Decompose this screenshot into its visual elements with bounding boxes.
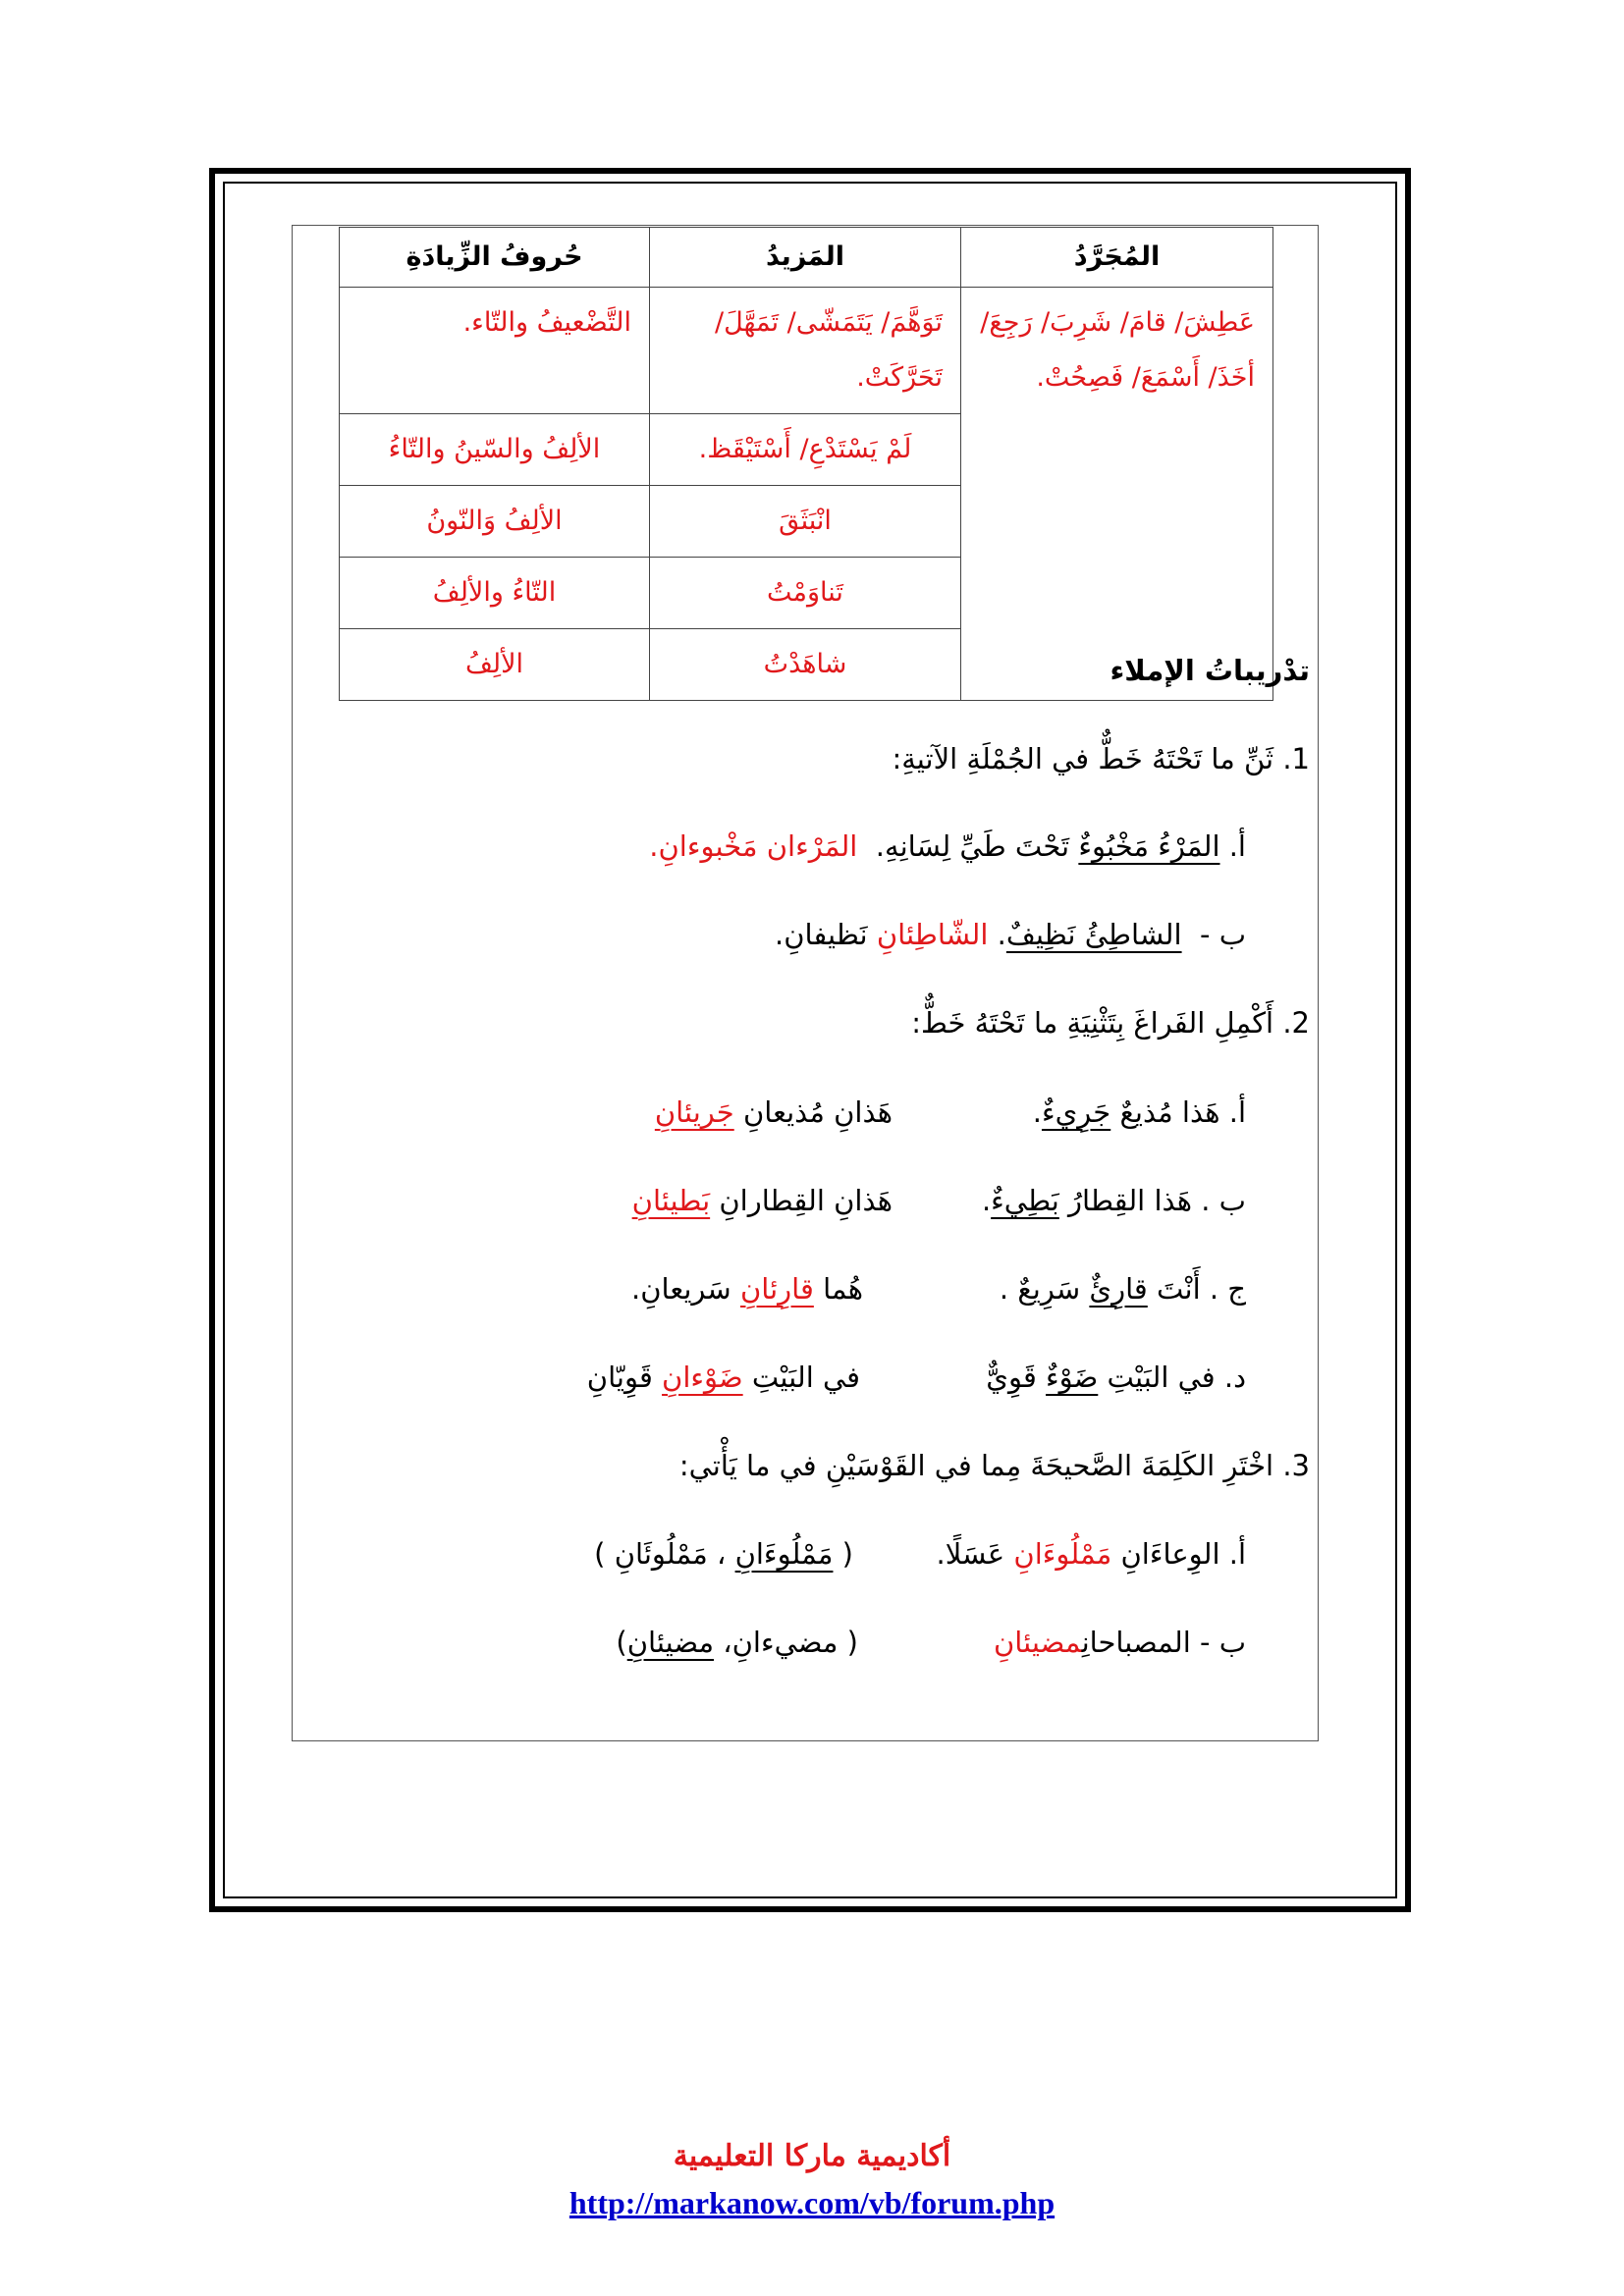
mazid-cell: شاهَدْتُ — [650, 629, 961, 701]
huruf-cell: التّاءُ والألِفُ — [340, 558, 650, 629]
mazid-cell: تَناوَمْتُ — [650, 558, 961, 629]
q2-a-text: هَذانِ مُذيعانِ — [733, 1095, 893, 1129]
q2-q-underlined: قارِئٌ — [1089, 1272, 1148, 1306]
section-title: تدْريباتُ الإملاء — [1110, 654, 1310, 687]
q1-a-answer: المَرْءان مَخْبوءانِ. — [649, 829, 858, 863]
paren-open: ( — [833, 1537, 853, 1571]
q1-a-rest: تَحْتَ طَيِّ لِسَانِهِ. — [875, 829, 1079, 863]
q1-b-prefix: ب - — [1200, 918, 1246, 951]
paren-close: ) — [616, 1626, 627, 1659]
mazid-cell: لَمْ يَسْتَدْعِ/ أَسْتَيْقَظ. — [650, 414, 961, 486]
q3-a-choices — [594, 1537, 853, 1571]
footer-link[interactable]: http://markanow.com/vb/forum.php — [568, 2185, 1056, 2220]
q2-q-suffix: سَرِيعٌ . — [999, 1272, 1090, 1306]
q2-answer — [655, 1095, 893, 1129]
table-row — [340, 288, 1273, 414]
q3-a-answer: مَمْلُوءَانِ — [1013, 1537, 1112, 1571]
q3-a-choice-2: مَمْلُوئَانِ — [614, 1537, 708, 1571]
q2-a-text: هَذانِ القِطارانِ — [710, 1184, 893, 1217]
huruf-cell: الألِفُ وَالنّونُ — [340, 486, 650, 558]
choice-separator: ، — [707, 1537, 735, 1571]
q1-a-prefix: أ. — [1228, 829, 1246, 863]
q2-question — [1033, 1095, 1246, 1129]
mazid-cell — [650, 288, 961, 414]
q3-b-choice-2: مضيئانِ — [626, 1626, 715, 1659]
q2-answer — [632, 1184, 893, 1217]
paren-close: ) — [594, 1537, 615, 1571]
q2-a-text: هُما — [813, 1272, 863, 1306]
paren-open: ( — [838, 1626, 858, 1659]
q1-a-underlined: المَرْءُ مَخْبُوءٌ — [1078, 829, 1220, 863]
q2-question — [982, 1184, 1246, 1217]
q1-b-answer-rest: نَظيفانِ. — [775, 918, 877, 951]
q2-a-suffix: قَوِيّانِ — [586, 1361, 663, 1394]
q2-title: 2. أَكْمِلِ الفَراغَ بِتَثْنِيَةِ ما تَحْتَهُ خَطٌّ: — [911, 1006, 1310, 1040]
mujarrad-line: أخَذَ/ أَسْمَعَ/ فَصِحُتْ. — [1036, 362, 1255, 393]
q3-b-answer: مضيئانِ — [994, 1626, 1082, 1659]
q2-q-text: ج . أَنْتَ — [1147, 1272, 1246, 1306]
q2-q-underlined: بَطِيءٌ — [991, 1184, 1059, 1217]
footer-academy-name: أكاديمية ماركا التعليمية — [673, 2139, 951, 2173]
header-mazid: المَزيدُ — [650, 228, 961, 288]
q2-answer — [587, 1361, 860, 1394]
huruf-cell: الألِفُ والسّينُ والتّاءُ — [340, 414, 650, 486]
q3-item-a — [936, 1537, 1246, 1571]
q2-q-suffix: . — [1032, 1095, 1042, 1129]
q1-b-answer: الشّاطِئانِ — [876, 918, 989, 951]
mazid-line: تَحَرَّكَتْ. — [856, 362, 943, 393]
q2-q-text: ب . هَذا القِطارُ — [1058, 1184, 1246, 1217]
q1-b-underlined: الشاطِئُ نَظِيفٌ — [1005, 918, 1182, 951]
mujarrad-cell — [961, 288, 1273, 701]
q3-title: 3. اخْتَرِ الكَلِمَةَ الصَّحيحَةَ مِما في القَوْسَيْنِ في ما يَأْتي: — [678, 1449, 1310, 1482]
header-mujarrad: المُجَرَّدُ — [961, 228, 1273, 288]
q2-a-red: جَريئانِ — [654, 1095, 734, 1129]
q2-question — [986, 1361, 1246, 1394]
q2-answer — [631, 1272, 863, 1306]
q3-b-choices — [616, 1626, 858, 1659]
q3-b-prefix: ب - المصباحانِ — [1081, 1626, 1246, 1659]
header-huruf: حُروفُ الزِّيادَةِ — [340, 228, 650, 288]
q2-question — [1000, 1272, 1246, 1306]
q2-q-text: أ. هَذا مُذيعٌ — [1110, 1095, 1246, 1129]
q3-b-choice-1: مضيءانِ — [731, 1626, 839, 1659]
huruf-cell: الألِفُ — [340, 629, 650, 701]
q2-a-text: في البَيْتِ — [742, 1361, 860, 1394]
q1-item-a — [649, 829, 1246, 863]
mazid-line: تَوَهَّمَ/ يَتَمَشّى/ تَمَهَّلَ/ — [714, 307, 943, 338]
q3-a-rest: عَسَلًا. — [936, 1537, 1014, 1571]
q3-a-prefix: أ. الوِعاءَانِ — [1111, 1537, 1246, 1571]
q2-a-red: بَطيئانِ — [631, 1184, 711, 1217]
q2-a-red: قارِئانِ — [739, 1272, 814, 1306]
q2-q-suffix: . — [981, 1184, 992, 1217]
q2-q-suffix: قَوِيٌّ — [986, 1361, 1047, 1394]
choice-separator: ، — [714, 1626, 732, 1659]
q2-q-text: د. في البَيْتِ — [1098, 1361, 1246, 1394]
q3-item-b — [994, 1626, 1246, 1659]
q2-a-red: ضَوْءانِ — [662, 1361, 743, 1394]
morphology-table — [339, 227, 1273, 701]
q1-title: 1. ثَنِّ ما تَحْتَهُ خَطٌّ في الجُمْلَةِ الآتيةِ: — [892, 742, 1310, 775]
table-header-row — [340, 228, 1273, 288]
q2-q-underlined: ضَوْءٌ — [1046, 1361, 1099, 1394]
q2-a-suffix: سَريعانِ. — [631, 1272, 740, 1306]
q2-q-underlined: جَرِيءٌ — [1041, 1095, 1111, 1129]
mujarrad-line: عَطِشَ/ قامَ/ شَرِبَ/ رَجِعَ/ — [980, 307, 1255, 338]
mazid-cell: انْبَثَقَ — [650, 486, 961, 558]
q1-item-b — [775, 918, 1246, 951]
huruf-cell: التَّضْعيفُ والتّاء. — [340, 288, 650, 414]
q3-a-choice-1: مَمْلُوءَانِ — [734, 1537, 834, 1571]
q1-b-rest: . — [997, 918, 1006, 951]
